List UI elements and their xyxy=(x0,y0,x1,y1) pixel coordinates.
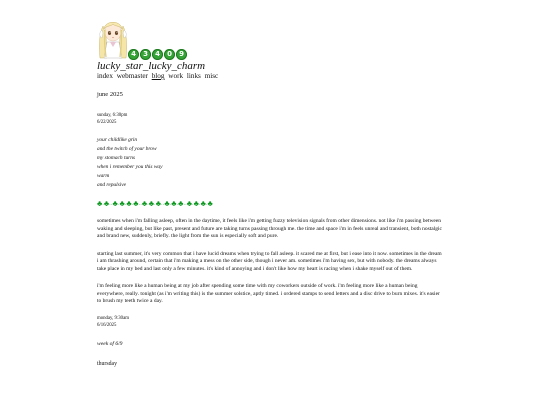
poem-line: and the twitch of your brow xyxy=(97,146,157,152)
poem-line: my stomach turns xyxy=(97,155,136,161)
hit-counter xyxy=(128,49,187,60)
counter-digit: 0 xyxy=(164,49,175,60)
nav-link-links[interactable]: links xyxy=(186,72,201,80)
post-meta xyxy=(97,112,447,126)
post-heading: week of 6/9 xyxy=(97,340,123,347)
avatar-icon xyxy=(97,16,129,60)
poem-line: warm xyxy=(97,173,110,179)
site-nav xyxy=(97,72,447,81)
clover-divider-icon: ♣ · ♣ · · ♣ · ♣ · ♣ · ♣ · · ♣ · ♣ · ♣ · · ♣ · ♣ · ♣ · · ♣ · ♣ · ♣ · ♣ xyxy=(97,199,213,208)
site-header xyxy=(97,12,447,60)
poem-line: when i remember you this way xyxy=(97,164,163,170)
post-subheading: thursday xyxy=(97,360,117,367)
counter-digit: 3 xyxy=(140,49,151,60)
poem-line: your childlike grin xyxy=(97,137,138,143)
post-paragraph: starting last summer, it's very common that i have lucid dreams when trying to fall asleep. it scared me at first, but i ease into it now. sometimes in the dream i am thrashing around, certain that i'm making a mess on the other side, though i never am. sometimes i'm having sex, but with nobody. the dreams always take place in my bed and last only a few minutes. it's kind of annoying and i don't like how my heart is racing when i shake myself out of them. xyxy=(97,250,442,272)
poem-line: and repulsive xyxy=(97,182,126,188)
counter-digit: 9 xyxy=(176,49,187,60)
month-heading: june 2025 xyxy=(97,91,123,98)
nav-link-webmaster[interactable]: webmaster xyxy=(116,72,148,80)
post-date: 6/16/2025 xyxy=(97,322,117,328)
post-date: 6/22/2025 xyxy=(97,120,117,125)
nav-link-misc[interactable]: misc xyxy=(204,72,219,80)
post-paragraph: sometimes when i'm falling asleep, often in the daytime, it feels like i'm getting fuzzy television signals from other dimensions. not like i'm passing between waking and sleeping, but like past, present and future are taking turns passing through me. the time and space i'm in feels unreal and transient, both nostalgic and brand new, suddenly, briefly. the light from the sun is especially soft and pure. xyxy=(97,218,442,239)
counter-digit: 4 xyxy=(152,49,163,60)
nav-link-blog[interactable]: blog xyxy=(151,72,165,80)
blog-content xyxy=(97,12,447,368)
site-title: lucky_star_lucky_charm xyxy=(97,60,206,72)
post-day: monday, 9:30am xyxy=(97,315,129,321)
nav-link-index[interactable]: index xyxy=(97,72,113,80)
post-meta xyxy=(97,315,447,329)
post-day: sunday, 6:30pm xyxy=(97,113,128,118)
counter-digit: 4 xyxy=(128,49,139,60)
post-paragraph: i'm feeling more like a human being at my job after spending some time with my coworkers outside of work. i'm feeling more like a human being everywhere, really. tonight (as i'm writing this) is the summer solstice, aptly timed. i ordered stamps to send letters and a disc drive to burn mixes. it's easier to brush my teeth twice a day. xyxy=(97,283,440,304)
nav-link-work[interactable]: work xyxy=(168,72,184,80)
poem xyxy=(97,136,447,190)
